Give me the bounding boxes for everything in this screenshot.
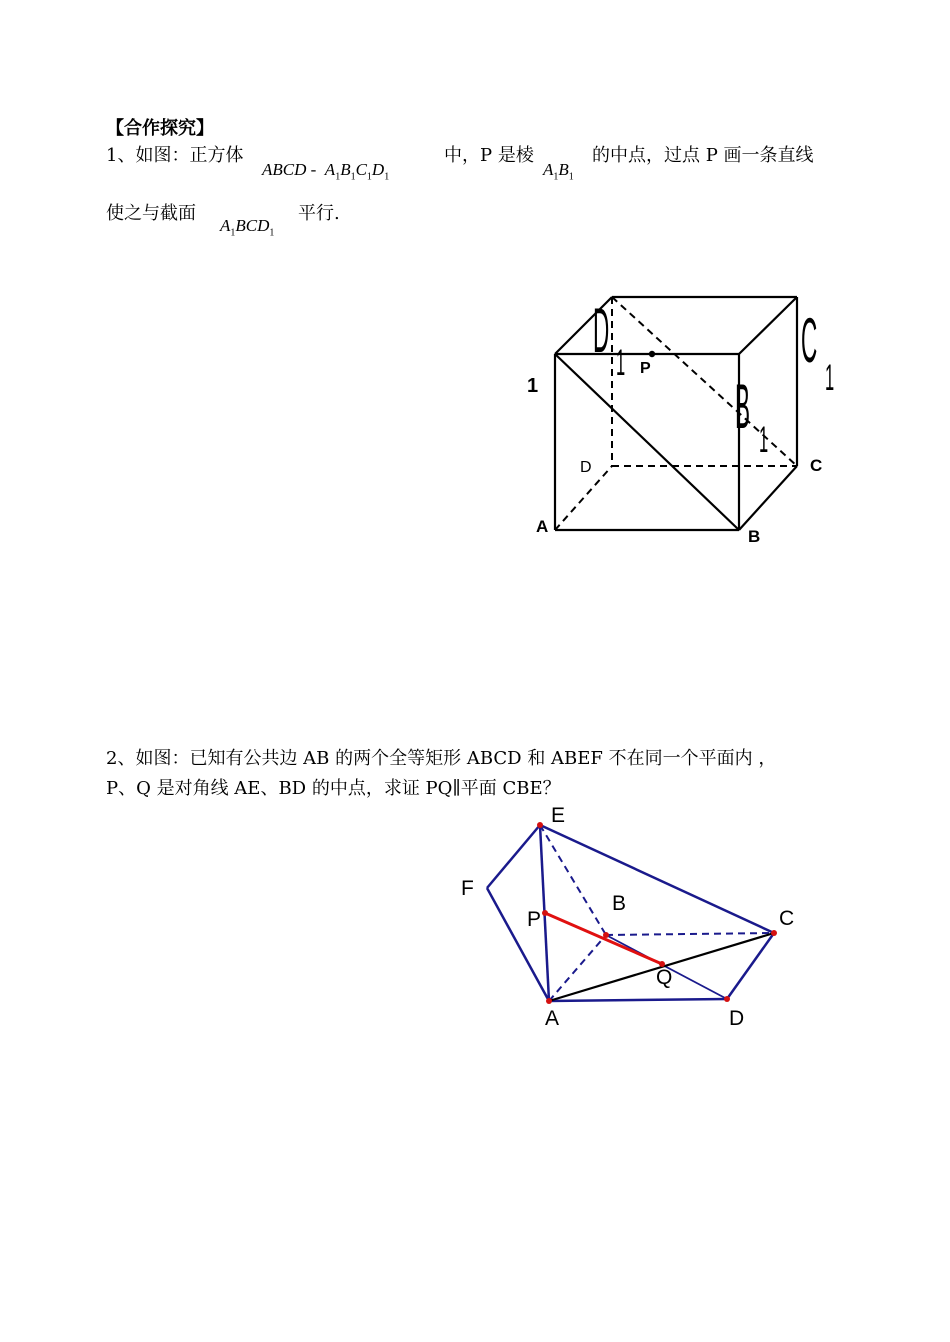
label-1: 1 xyxy=(527,375,539,397)
label-D: D xyxy=(580,459,592,476)
edge-AD xyxy=(549,999,727,1001)
label-B2: B xyxy=(612,892,627,915)
label-F: F xyxy=(461,877,474,900)
label-Q: Q xyxy=(656,966,673,989)
label-B1: B xyxy=(735,372,751,443)
label-E: E xyxy=(551,804,566,827)
q1-line2-post: 平行. xyxy=(298,203,340,224)
edge-B1C1 xyxy=(739,297,797,354)
label-P2: P xyxy=(527,908,542,931)
section-title: 【合作探究】 xyxy=(106,118,214,139)
edge-DC xyxy=(727,933,774,999)
q2-line2: P、Q 是对角线 AE、BD 的中点，求证 PQ∥平面 CBE？ xyxy=(106,778,561,799)
label-C2: C xyxy=(779,907,795,930)
q1-line2-pre: 使之与截面 xyxy=(106,203,196,224)
q1-text-mid: 中，P 是棱 xyxy=(444,145,534,166)
edge-BC xyxy=(739,466,797,530)
diagonal-D1C xyxy=(612,297,797,466)
q1-section-name: $A_1BCD_1$ xyxy=(220,216,275,239)
label-C1-sub: 1 xyxy=(825,357,835,400)
edge-EC xyxy=(540,825,774,933)
edge-FA xyxy=(487,888,549,1001)
edge-AB xyxy=(549,935,606,1001)
cube-solid-edges xyxy=(555,297,797,530)
point-P xyxy=(649,351,655,357)
label-A: A xyxy=(536,517,549,536)
label-C: C xyxy=(810,456,823,475)
q1-solid-name: ABCD - $A_1B_1C_1D_1$ xyxy=(262,160,390,183)
rectangles-figure xyxy=(0,790,950,1050)
edge-BC xyxy=(606,933,774,935)
q1-number-text: 1、如图：正方体 xyxy=(106,145,244,166)
label-C1: C xyxy=(801,306,818,377)
segment-PQ xyxy=(545,913,662,964)
q2-line1: 2、如图：已知有公共边 AB 的两个全等矩形 ABCD 和 ABEF 不在同一个平面内 ， xyxy=(106,748,777,769)
label-P: P xyxy=(640,360,651,377)
q1-edge-name: $A_1B_1$ xyxy=(543,160,574,183)
label-B1-sub: 1 xyxy=(759,419,769,462)
q1-text-after: 的中点，过点 P 画一条直线 xyxy=(592,145,814,166)
edge-EF xyxy=(487,825,540,888)
label-D1-sub: 1 xyxy=(616,342,626,385)
diagonal-A1B xyxy=(555,354,739,530)
label-D1: D xyxy=(593,296,610,367)
cube-figure xyxy=(0,0,950,600)
label-A2: A xyxy=(545,1007,560,1030)
label-D2: D xyxy=(729,1007,745,1030)
label-B: B xyxy=(748,527,761,546)
